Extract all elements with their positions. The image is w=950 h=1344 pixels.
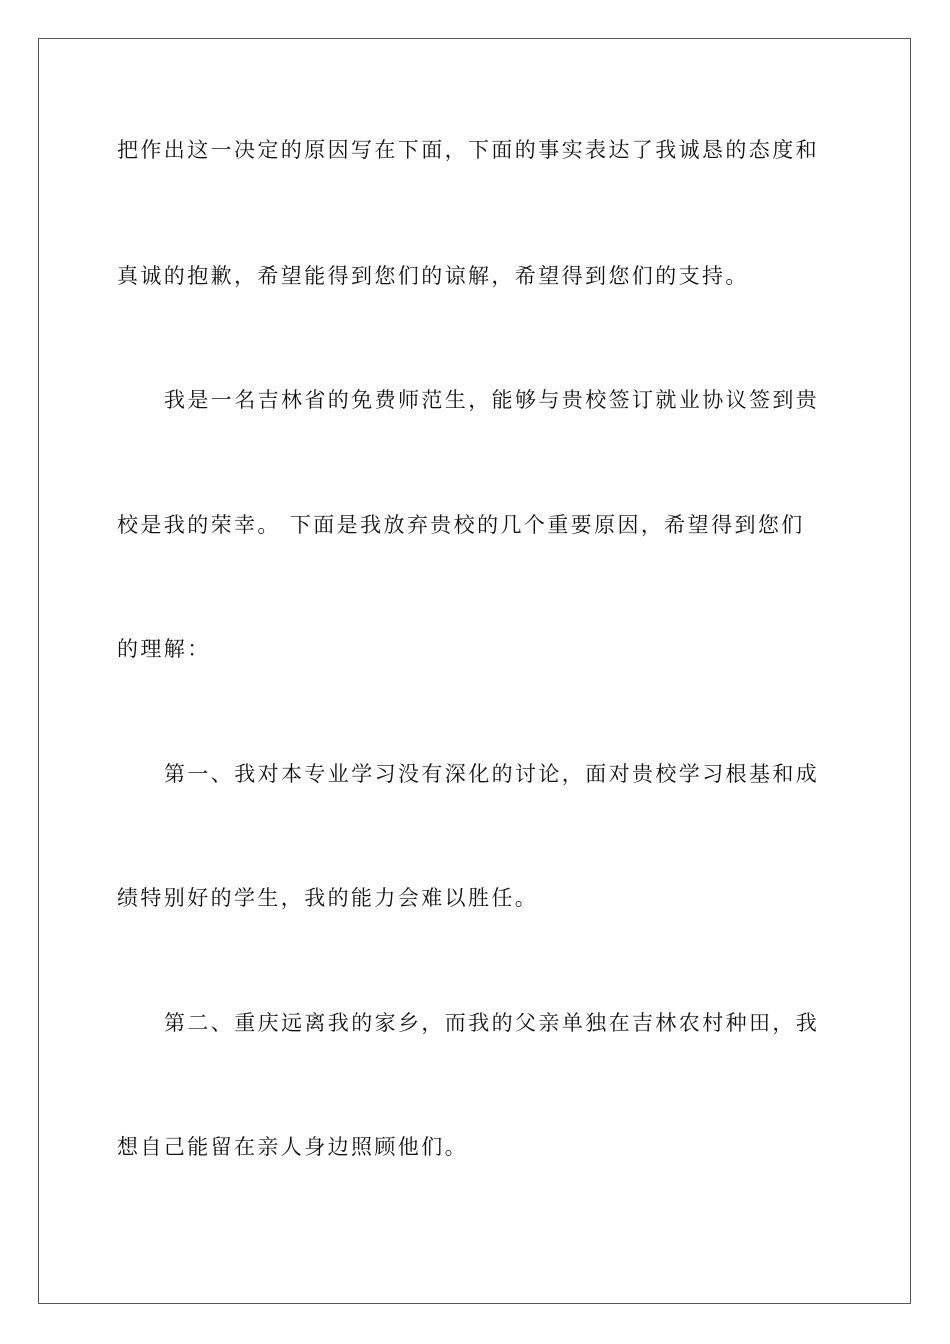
page-border — [38, 38, 911, 1304]
paragraph-4-line-2: 想自己能留在亲人身边照顾他们。 — [117, 1135, 468, 1159]
paragraph-2-line-2: 校是我的荣幸。 下面是我放弃贵校的几个重要原因，希望得到您们 — [117, 513, 805, 537]
paragraph-3-line-1: 第一、我对本专业学习没有深化的讨论，面对贵校学习根基和成 — [164, 762, 820, 786]
paragraph-2-line-3: 的理解： — [117, 637, 211, 661]
text-line-2: 真诚的抱歉，希望能得到您们的谅解，希望得到您们的支持。 — [117, 264, 749, 288]
paragraph-4-line-1: 第二、重庆远离我的家乡，而我的父亲单独在吉林农村种田，我 — [164, 1011, 820, 1035]
text-line-1: 把作出这一决定的原因写在下面，下面的事实表达了我诚恳的态度和 — [117, 138, 819, 162]
paragraph-2-line-1: 我是一名吉林省的免费师范生，能够与贵校签订就业协议签到贵 — [164, 388, 820, 412]
paragraph-3-line-2: 绩特别好的学生，我的能力会难以胜任。 — [117, 886, 539, 910]
